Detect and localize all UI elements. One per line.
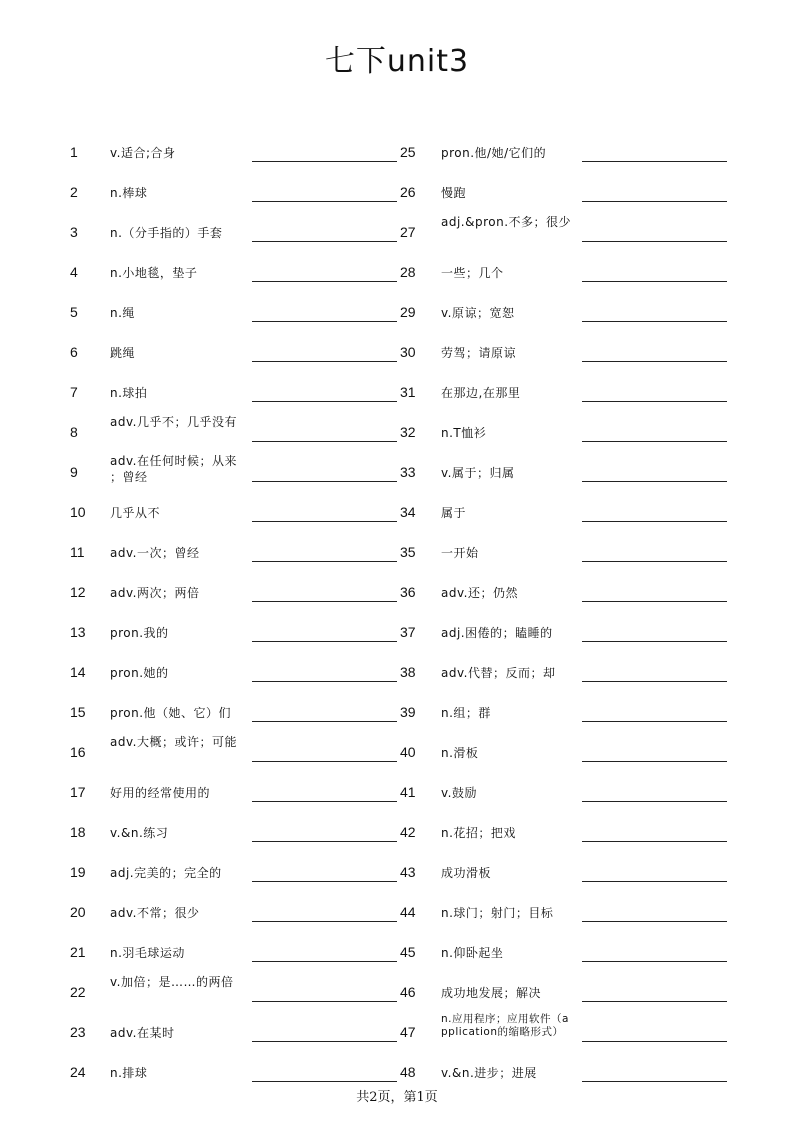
item-number: 46 [400, 984, 416, 1000]
item-number: 19 [70, 864, 86, 880]
answer-blank-line[interactable] [252, 801, 397, 802]
item-chinese-meaning: v.属于；归属 [441, 466, 515, 480]
item-chinese-meaning: 好用的经常使用的 [110, 786, 211, 800]
answer-blank-line[interactable] [252, 161, 397, 162]
item-chinese-meaning: n.小地毯，垫子 [110, 266, 198, 280]
item-number: 42 [400, 824, 416, 840]
item-chinese-meaning: v.&n.练习 [110, 826, 169, 840]
item-chinese-meaning: pron.他（她、它）们 [110, 706, 232, 720]
item-chinese-meaning: adv.两次；两倍 [110, 586, 200, 600]
answer-blank-line[interactable] [582, 161, 727, 162]
item-chinese-meaning: adv.大概；或许；可能 [110, 735, 237, 749]
item-chinese-meaning: adv.在任何时候；从来 ；曾经 [110, 454, 237, 484]
item-chinese-meaning: 在那边,在那里 [441, 386, 521, 400]
item-chinese-meaning: 几乎从不 [110, 506, 161, 520]
item-chinese-meaning: adj.完美的；完全的 [110, 866, 222, 880]
answer-blank-line[interactable] [582, 201, 727, 202]
answer-blank-line[interactable] [582, 441, 727, 442]
item-number: 5 [70, 304, 78, 320]
item-number: 38 [400, 664, 416, 680]
item-number: 21 [70, 944, 86, 960]
item-number: 13 [70, 624, 86, 640]
item-chinese-meaning: v.加倍；是……的两倍 [110, 975, 234, 989]
item-chinese-meaning: adv.还；仍然 [441, 586, 518, 600]
item-number: 22 [70, 984, 86, 1000]
item-chinese-meaning: v.鼓励 [441, 786, 477, 800]
item-chinese-meaning: pron.她的 [110, 666, 169, 680]
item-chinese-meaning: adv.不常；很少 [110, 906, 200, 920]
item-number: 10 [70, 504, 86, 520]
item-chinese-meaning: n.滑板 [441, 746, 479, 760]
answer-blank-line[interactable] [252, 921, 397, 922]
item-chinese-meaning: adj.困倦的；瞌睡的 [441, 626, 553, 640]
item-chinese-meaning: adv.几乎不；几乎没有 [110, 415, 237, 429]
answer-blank-line[interactable] [582, 281, 727, 282]
item-number: 9 [70, 464, 78, 480]
item-number: 36 [400, 584, 416, 600]
answer-blank-line[interactable] [582, 921, 727, 922]
answer-blank-line[interactable] [252, 1001, 397, 1002]
answer-blank-line[interactable] [252, 321, 397, 322]
item-chinese-meaning: 劳驾；请原谅 [441, 346, 517, 360]
item-number: 31 [400, 384, 416, 400]
item-number: 29 [400, 304, 416, 320]
item-chinese-meaning: 跳绳 [110, 346, 136, 360]
item-number: 40 [400, 744, 416, 760]
item-number: 43 [400, 864, 416, 880]
item-chinese-meaning: 一些；几个 [441, 266, 504, 280]
answer-blank-line[interactable] [582, 801, 727, 802]
answer-blank-line[interactable] [582, 721, 727, 722]
item-number: 35 [400, 544, 416, 560]
item-chinese-meaning: 成功地发展；解决 [441, 986, 542, 1000]
item-number: 18 [70, 824, 86, 840]
item-chinese-meaning: pron.他/她/它们的 [441, 146, 547, 160]
answer-blank-line[interactable] [582, 481, 727, 482]
item-number: 23 [70, 1024, 86, 1040]
item-chinese-meaning: adv.在某时 [110, 1026, 175, 1040]
answer-blank-line[interactable] [582, 641, 727, 642]
answer-blank-line[interactable] [582, 681, 727, 682]
item-chinese-meaning: adv.代替；反而；却 [441, 666, 556, 680]
item-chinese-meaning: n.花招；把戏 [441, 826, 516, 840]
answer-blank-line[interactable] [252, 761, 397, 762]
answer-blank-line[interactable] [252, 481, 397, 482]
answer-blank-line[interactable] [252, 561, 397, 562]
page-title: 七下unit3 [324, 44, 470, 79]
item-number: 3 [70, 224, 78, 240]
item-chinese-meaning: v.原谅；宽恕 [441, 306, 515, 320]
item-chinese-meaning: n.球门；射门；目标 [441, 906, 554, 920]
item-number: 45 [400, 944, 416, 960]
item-chinese-meaning: n.绳 [110, 306, 135, 320]
item-chinese-meaning: pron.我的 [110, 626, 169, 640]
item-chinese-meaning: n.羽毛球运动 [110, 946, 185, 960]
answer-blank-line[interactable] [582, 361, 727, 362]
answer-blank-line[interactable] [252, 841, 397, 842]
item-chinese-meaning: n.组；群 [441, 706, 491, 720]
item-number: 28 [400, 264, 416, 280]
item-number: 11 [70, 544, 85, 560]
item-number: 41 [400, 784, 416, 800]
item-number: 14 [70, 664, 86, 680]
answer-blank-line[interactable] [582, 241, 727, 242]
item-chinese-meaning: 属于 [441, 506, 467, 520]
answer-blank-line[interactable] [582, 1081, 727, 1082]
answer-blank-line[interactable] [252, 361, 397, 362]
answer-blank-line[interactable] [582, 401, 727, 402]
answer-blank-line[interactable] [252, 601, 397, 602]
item-number: 26 [400, 184, 416, 200]
answer-blank-line[interactable] [582, 601, 727, 602]
item-number: 8 [70, 424, 78, 440]
item-chinese-meaning: 一开始 [441, 546, 479, 560]
answer-blank-line[interactable] [252, 681, 397, 682]
item-chinese-meaning: v.&n.进步；进展 [441, 1066, 537, 1080]
item-number: 37 [400, 624, 416, 640]
answer-blank-line[interactable] [582, 561, 727, 562]
item-number: 32 [400, 424, 416, 440]
answer-blank-line[interactable] [582, 881, 727, 882]
item-number: 25 [400, 144, 416, 160]
item-number: 12 [70, 584, 86, 600]
item-chinese-meaning: n.棒球 [110, 186, 148, 200]
item-number: 15 [70, 704, 86, 720]
answer-blank-line[interactable] [252, 641, 397, 642]
item-number: 2 [70, 184, 78, 200]
answer-blank-line[interactable] [252, 281, 397, 282]
answer-blank-line[interactable] [252, 521, 397, 522]
item-chinese-meaning: n.（分手指的）手套 [110, 226, 223, 240]
answer-blank-line[interactable] [252, 241, 397, 242]
answer-blank-line[interactable] [252, 881, 397, 882]
answer-blank-line[interactable] [582, 1001, 727, 1002]
item-number: 47 [400, 1024, 416, 1040]
item-chinese-meaning: 慢跑 [441, 186, 467, 200]
answer-blank-line[interactable] [252, 721, 397, 722]
item-number: 1 [70, 144, 78, 160]
item-chinese-meaning: n.球拍 [110, 386, 148, 400]
item-chinese-meaning: adj.&pron.不多；很少 [441, 215, 572, 229]
answer-blank-line[interactable] [582, 841, 727, 842]
item-number: 48 [400, 1064, 416, 1080]
item-number: 6 [70, 344, 78, 360]
item-chinese-meaning: n.仰卧起坐 [441, 946, 504, 960]
page-footer: 共2页，第1页 [356, 1090, 438, 1105]
answer-blank-line[interactable] [582, 1041, 727, 1042]
answer-blank-line[interactable] [252, 1041, 397, 1042]
item-number: 27 [400, 224, 416, 240]
answer-blank-line[interactable] [252, 1081, 397, 1082]
item-chinese-meaning: adv.一次；曾经 [110, 546, 200, 560]
item-chinese-meaning: 成功滑板 [441, 866, 492, 880]
item-number: 16 [70, 744, 86, 760]
item-number: 33 [400, 464, 416, 480]
answer-blank-line[interactable] [582, 521, 727, 522]
item-number: 30 [400, 344, 416, 360]
item-number: 17 [70, 784, 86, 800]
answer-blank-line[interactable] [582, 761, 727, 762]
item-chinese-meaning: n.排球 [110, 1066, 148, 1080]
answer-blank-line[interactable] [582, 961, 727, 962]
item-number: 44 [400, 904, 416, 920]
item-number: 24 [70, 1064, 86, 1080]
answer-blank-line[interactable] [252, 961, 397, 962]
item-number: 4 [70, 264, 78, 280]
item-chinese-meaning: v.适合;合身 [110, 146, 176, 160]
item-chinese-meaning: n.应用程序；应用软件（a pplication的缩略形式） [441, 1013, 569, 1038]
answer-blank-line[interactable] [582, 321, 727, 322]
item-number: 7 [70, 384, 78, 400]
item-number: 39 [400, 704, 416, 720]
answer-blank-line[interactable] [252, 401, 397, 402]
answer-blank-line[interactable] [252, 441, 397, 442]
item-number: 20 [70, 904, 86, 920]
answer-blank-line[interactable] [252, 201, 397, 202]
item-chinese-meaning: n.T恤衫 [441, 426, 487, 440]
item-number: 34 [400, 504, 416, 520]
